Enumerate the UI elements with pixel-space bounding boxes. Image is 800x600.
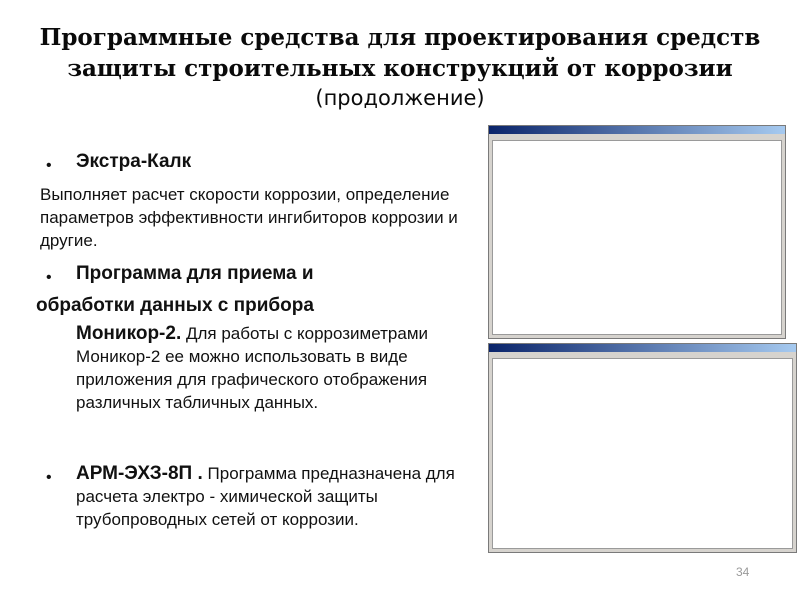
slide-subtitle-text: (продолжение): [315, 86, 485, 110]
arm-description: Программа предназначена для расчета электро - химической защиты трубопроводных сетей от коррозии.: [76, 464, 455, 529]
ekstra-heading: Экстра-Калк: [76, 151, 192, 172]
arm-block: [76, 462, 466, 531]
slide-subtitle: [30, 84, 770, 112]
ekstra-kalk-title-bar: [489, 126, 785, 134]
bullet-icon: •: [46, 269, 52, 286]
monikor-content: [492, 358, 793, 549]
monikor-title-bar: [489, 344, 796, 352]
ekstra-kalk-content: [492, 140, 782, 335]
ekstra-kalk-window: [488, 125, 786, 339]
bullet-icon: •: [46, 469, 52, 486]
ekstra-description: Выполняет расчет скорости коррозии, определение параметров эффективности ингибиторов коррозии и другие.: [40, 185, 458, 250]
monikor-heading-line1: Программа для приема и: [76, 263, 314, 284]
monikor-description: Для работы с коррозиметрами Моникор-2 ее можно использовать в виде приложения для графического отображения различных табличных данных.: [76, 324, 429, 412]
monikor-block: [76, 322, 466, 414]
monikor-window: [488, 343, 797, 553]
monikor-heading-line3: Моникор-2.: [76, 323, 182, 344]
bullet-icon: •: [46, 157, 52, 174]
page-number: 34: [736, 565, 750, 579]
slide-title-text: Программные средства для проектирования средств защиты строительных конструкций от коррозии: [39, 24, 761, 82]
monikor-heading-line2: обработки данных с прибора: [36, 295, 314, 316]
arm-heading: АРМ-ЭХЗ-8П .: [76, 463, 203, 484]
slide-title: [30, 22, 770, 84]
